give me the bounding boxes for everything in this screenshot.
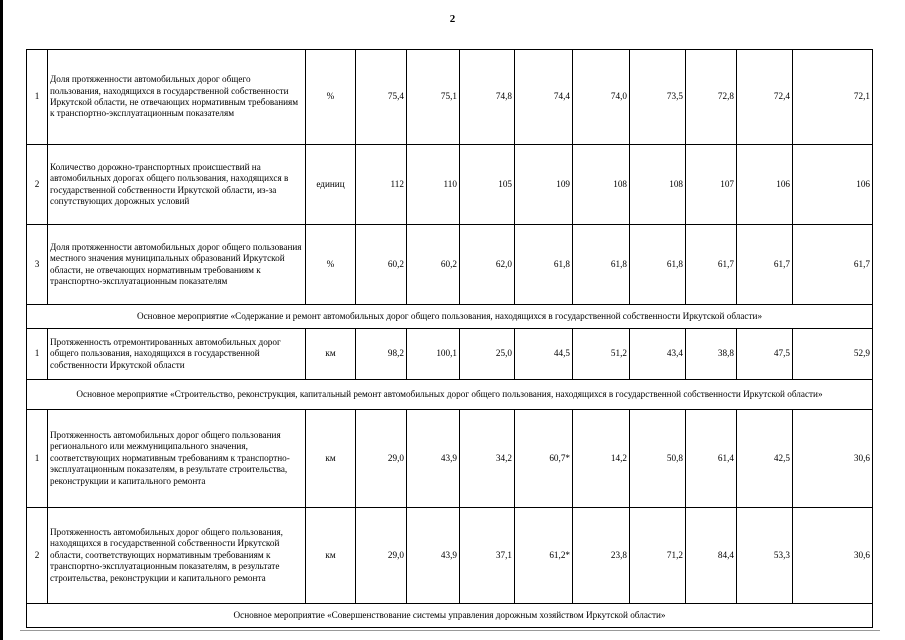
table-row	[27, 225, 873, 305]
value-cell: 30,6	[793, 410, 873, 508]
value-cell: 38,8	[686, 329, 737, 380]
unit-cell: %	[306, 225, 356, 305]
value-cell: 29,0	[356, 508, 407, 604]
value-cell: 29,0	[356, 410, 407, 508]
table-row	[27, 50, 873, 145]
table-row	[27, 508, 873, 604]
value-cell: 61,8	[630, 225, 686, 305]
value-cell: 37,1	[460, 508, 515, 604]
section-row	[27, 604, 873, 628]
value-cell: 72,4	[737, 50, 793, 145]
value-cell: 44,5	[515, 329, 573, 380]
section-heading: Основное мероприятие «Строительство, реконструкция, капитальный ремонт автомобильных дорог общего пользования, находящихся в государственной собственности Иркутской области»	[27, 380, 873, 410]
indicator-description: Протяженность автомобильных дорог общего пользования регионального или межмуниципального значения, соответствующих нормативным требованиям к транспортно-эксплуатационным показателям, в результате строительства, реконструкции и капитального ремонта	[48, 410, 306, 508]
indicator-description: Протяженность автомобильных дорог общего пользования, находящихся в государственной собственности Иркутской области, соответствующих нормативным требованиям к транспортно-эксплуатационным показателям, в результате строительства, реконструкции и капитального ремонта	[48, 508, 306, 604]
value-cell: 61,8	[573, 225, 630, 305]
value-cell: 100,1	[407, 329, 460, 380]
value-cell: 72,8	[686, 50, 737, 145]
row-number: 3	[27, 225, 48, 305]
value-cell: 61,7	[793, 225, 873, 305]
value-cell: 61,8	[515, 225, 573, 305]
value-cell: 74,8	[460, 50, 515, 145]
indicators-table	[26, 49, 873, 628]
value-cell: 14,2	[573, 410, 630, 508]
value-cell: 109	[515, 145, 573, 225]
row-number: 2	[27, 508, 48, 604]
value-cell: 52,9	[793, 329, 873, 380]
value-cell: 43,9	[407, 410, 460, 508]
value-cell: 34,2	[460, 410, 515, 508]
row-number: 2	[27, 145, 48, 225]
section-row	[27, 380, 873, 410]
value-cell: 23,8	[573, 508, 630, 604]
value-cell: 108	[630, 145, 686, 225]
value-cell: 43,4	[630, 329, 686, 380]
table-row	[27, 410, 873, 508]
unit-cell: %	[306, 50, 356, 145]
indicator-description: Количество дорожно-транспортных происшествий на автомобильных дорогах общего пользования, находящихся в государственной собственности Иркутской области, из-за сопутствующих дорожных условий	[48, 145, 306, 225]
value-cell: 71,2	[630, 508, 686, 604]
value-cell: 73,5	[630, 50, 686, 145]
value-cell: 75,1	[407, 50, 460, 145]
value-cell: 43,9	[407, 508, 460, 604]
value-cell: 51,2	[573, 329, 630, 380]
value-cell: 61,7	[737, 225, 793, 305]
page-number: 2	[449, 13, 456, 25]
unit-cell: км	[306, 410, 356, 508]
value-cell: 72,1	[793, 50, 873, 145]
value-cell: 60,7*	[515, 410, 573, 508]
value-cell: 60,2	[407, 225, 460, 305]
unit-cell: км	[306, 508, 356, 604]
section-heading: Основное мероприятие «Содержание и ремонт автомобильных дорог общего пользования, находящихся в государственной собственности Иркутской области»	[27, 305, 873, 329]
value-cell: 75,4	[356, 50, 407, 145]
value-cell: 98,2	[356, 329, 407, 380]
row-number: 1	[27, 50, 48, 145]
value-cell: 53,3	[737, 508, 793, 604]
unit-cell: единиц	[306, 145, 356, 225]
value-cell: 106	[737, 145, 793, 225]
value-cell: 62,0	[460, 225, 515, 305]
section-heading: Основное мероприятие «Совершенствование системы управления дорожным хозяйством Иркутской области»	[27, 604, 873, 628]
value-cell: 74,0	[573, 50, 630, 145]
value-cell: 47,5	[737, 329, 793, 380]
value-cell: 110	[407, 145, 460, 225]
scan-artifact-line	[20, 630, 880, 631]
indicator-description: Доля протяженности автомобильных дорог общего пользования местного значения муниципальных образований Иркутской области, не отвечающих нормативным требованиям к транспортно-эксплуатационным показателям	[48, 225, 306, 305]
value-cell: 84,4	[686, 508, 737, 604]
value-cell: 61,4	[686, 410, 737, 508]
indicator-description: Протяженность отремонтированных автомобильных дорог общего пользования, находящихся в государственной собственности Иркутской области	[48, 329, 306, 380]
value-cell: 106	[793, 145, 873, 225]
page-left-edge	[0, 0, 3, 640]
value-cell: 61,2*	[515, 508, 573, 604]
table-row	[27, 145, 873, 225]
section-row	[27, 305, 873, 329]
value-cell: 105	[460, 145, 515, 225]
value-cell: 30,6	[793, 508, 873, 604]
value-cell: 107	[686, 145, 737, 225]
table-row	[27, 329, 873, 380]
row-number: 1	[27, 329, 48, 380]
indicator-description: Доля протяженности автомобильных дорог общего пользования, находящихся в государственной собственности Иркутской области, не отвечающих нормативным требованиям к транспортно-эксплуатационным показателям	[48, 50, 306, 145]
unit-cell: км	[306, 329, 356, 380]
value-cell: 60,2	[356, 225, 407, 305]
row-number: 1	[27, 410, 48, 508]
value-cell: 74,4	[515, 50, 573, 145]
value-cell: 61,7	[686, 225, 737, 305]
value-cell: 112	[356, 145, 407, 225]
value-cell: 42,5	[737, 410, 793, 508]
value-cell: 25,0	[460, 329, 515, 380]
value-cell: 108	[573, 145, 630, 225]
value-cell: 50,8	[630, 410, 686, 508]
